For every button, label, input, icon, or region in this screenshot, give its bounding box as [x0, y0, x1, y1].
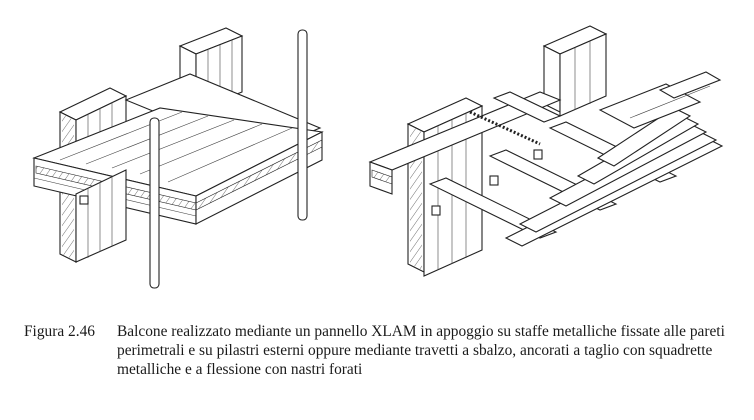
figure-label: Figura 2.46	[24, 323, 95, 340]
figure-caption	[24, 322, 739, 379]
steel-bracket	[80, 196, 88, 204]
rear-column	[298, 30, 307, 220]
figure-caption-text: Balcone realizzato mediante un pannello XLAM in appoggio su staffe metalliche fissate alle pareti perimetrali e su pilastri esterni oppure mediante travetti a sbalzo, ancorati a taglio con squadrette metalliche e a flessione con nastri forati	[117, 323, 725, 378]
front-column	[150, 118, 159, 288]
balcony-cantilever-joists-drawing	[370, 26, 722, 294]
balcony-xlam-slab-drawing	[34, 28, 322, 288]
metal-angle-bracket	[432, 206, 440, 215]
